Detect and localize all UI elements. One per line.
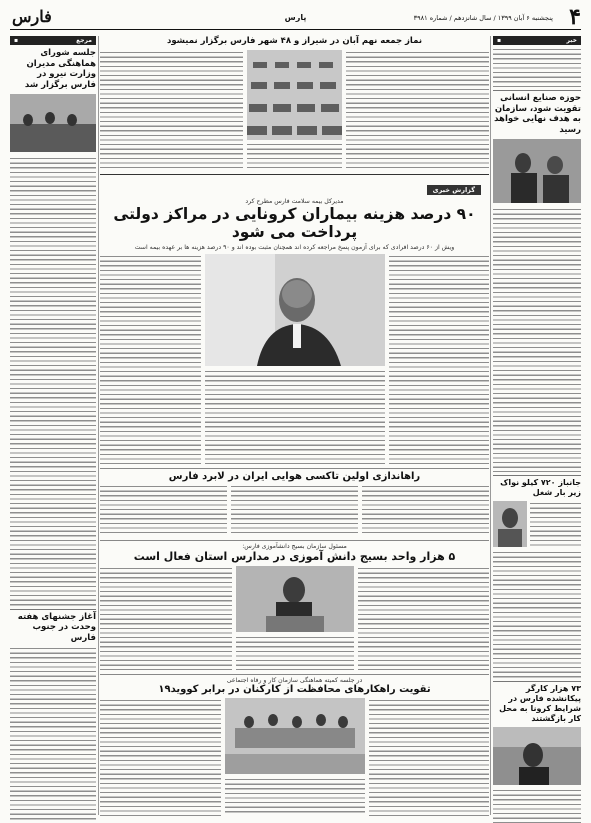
meeting-photo: [225, 698, 365, 774]
article-photo: [10, 94, 96, 152]
portrait-photo: [493, 501, 527, 547]
article-text: [236, 635, 354, 670]
overline: مسئول سازمان بسیج دانشآموزی فارس:: [242, 542, 347, 550]
article-text: [225, 777, 365, 816]
speaker-photo: [236, 566, 354, 632]
article-text: [100, 50, 243, 170]
school-headline: ۵ هزار واحد بسیج دانش آموزی در مدارس استان فعال است: [133, 549, 456, 563]
headline: ۷۳ هزار کارگر پیکانشده فارس در شرایط کرونا به محل کار بازگشتند: [493, 681, 581, 724]
article-text: [362, 484, 489, 536]
overline: مدیرکل بیمه سلامت فارس مطرح کرد: [245, 197, 344, 205]
article-text: [530, 501, 581, 547]
page-number: ۴: [569, 4, 581, 30]
column-divider: [98, 36, 99, 815]
column-divider: [490, 36, 491, 815]
article-text: [100, 566, 232, 670]
article-text: [231, 484, 358, 536]
date-line: پنجشنبه ۶ آبان ۱۳۹۹ / سال شانزدهم / شماره ۳۹۸۱: [413, 14, 553, 22]
official-portrait-photo: [205, 254, 385, 366]
main-subheadline: ویش از ۶۰ درصد افرادی که برای آزمون پسخ مراجعه کرده اند همچنان مثبت بوده اند و ۹۰ درصد هزینه ها بر عهده بیمه است: [134, 243, 455, 251]
mid-headline: راهاندازی اولین تاکسی هوایی ایران در لابرد فارس: [168, 470, 421, 482]
main-story: [100, 174, 489, 464]
article-text: [493, 788, 581, 823]
right-rail: [493, 36, 581, 815]
article-text: [100, 698, 221, 816]
masthead: [10, 6, 581, 30]
headline: جانباز ۷۲۰ کیلو نواک زیر بار شغل: [493, 475, 581, 498]
rail-tag: خبر ▪: [493, 36, 581, 45]
article-photo: [493, 139, 581, 203]
article-photo: [493, 727, 581, 785]
section-title: پارس: [284, 13, 307, 22]
headline: آغاز جشنهای هفته وحدت در جنوب فارس: [10, 609, 96, 644]
top-story-photo-block: [247, 50, 342, 170]
rail-tag: مرجع ▪: [10, 36, 96, 45]
article-text: [369, 698, 490, 816]
photo-caption: [247, 142, 342, 170]
center-column: [100, 36, 489, 815]
left-rail: [10, 36, 96, 815]
article-text: [389, 254, 490, 464]
article-text: [100, 254, 201, 464]
exam-hall-photo: [247, 50, 342, 140]
top-headline: نماز جمعه نهم آبان در شیراز و ۴۸ شهر فارس برگزار نمیشود: [166, 36, 423, 46]
article-text: [358, 566, 490, 670]
top-story: [100, 50, 489, 170]
article-text: [10, 156, 96, 606]
article-text: [493, 550, 581, 678]
newspaper-logo: فارس: [12, 7, 52, 26]
article-text: [493, 47, 581, 87]
article-text: [493, 207, 581, 472]
main-headline: ۹۰ درصد هزینه بیماران کرونایی در مراکز دولتی پرداخت می شود: [113, 204, 476, 242]
headline: حوزه صنایع انسانی تقویت شود، سازمان به هدف نهایی خواهد رسید: [493, 90, 581, 136]
bottom-headline: تقویت راهکارهای محافظت از کارکنان در برابر کووید۱۹: [158, 683, 431, 695]
article-text: [10, 646, 96, 823]
article-text: [205, 369, 385, 464]
report-tag: گزارش خبری: [427, 185, 481, 195]
article-text: [100, 484, 227, 536]
headline: جلسه شورای هماهنگی مدیران وزارت نیرو در فارس برگزار شد: [24, 48, 96, 90]
article-text: [346, 50, 489, 170]
overline: در جلسه کمیته هماهنگی سازمان کار و رفاه اجتماعی: [226, 676, 363, 684]
